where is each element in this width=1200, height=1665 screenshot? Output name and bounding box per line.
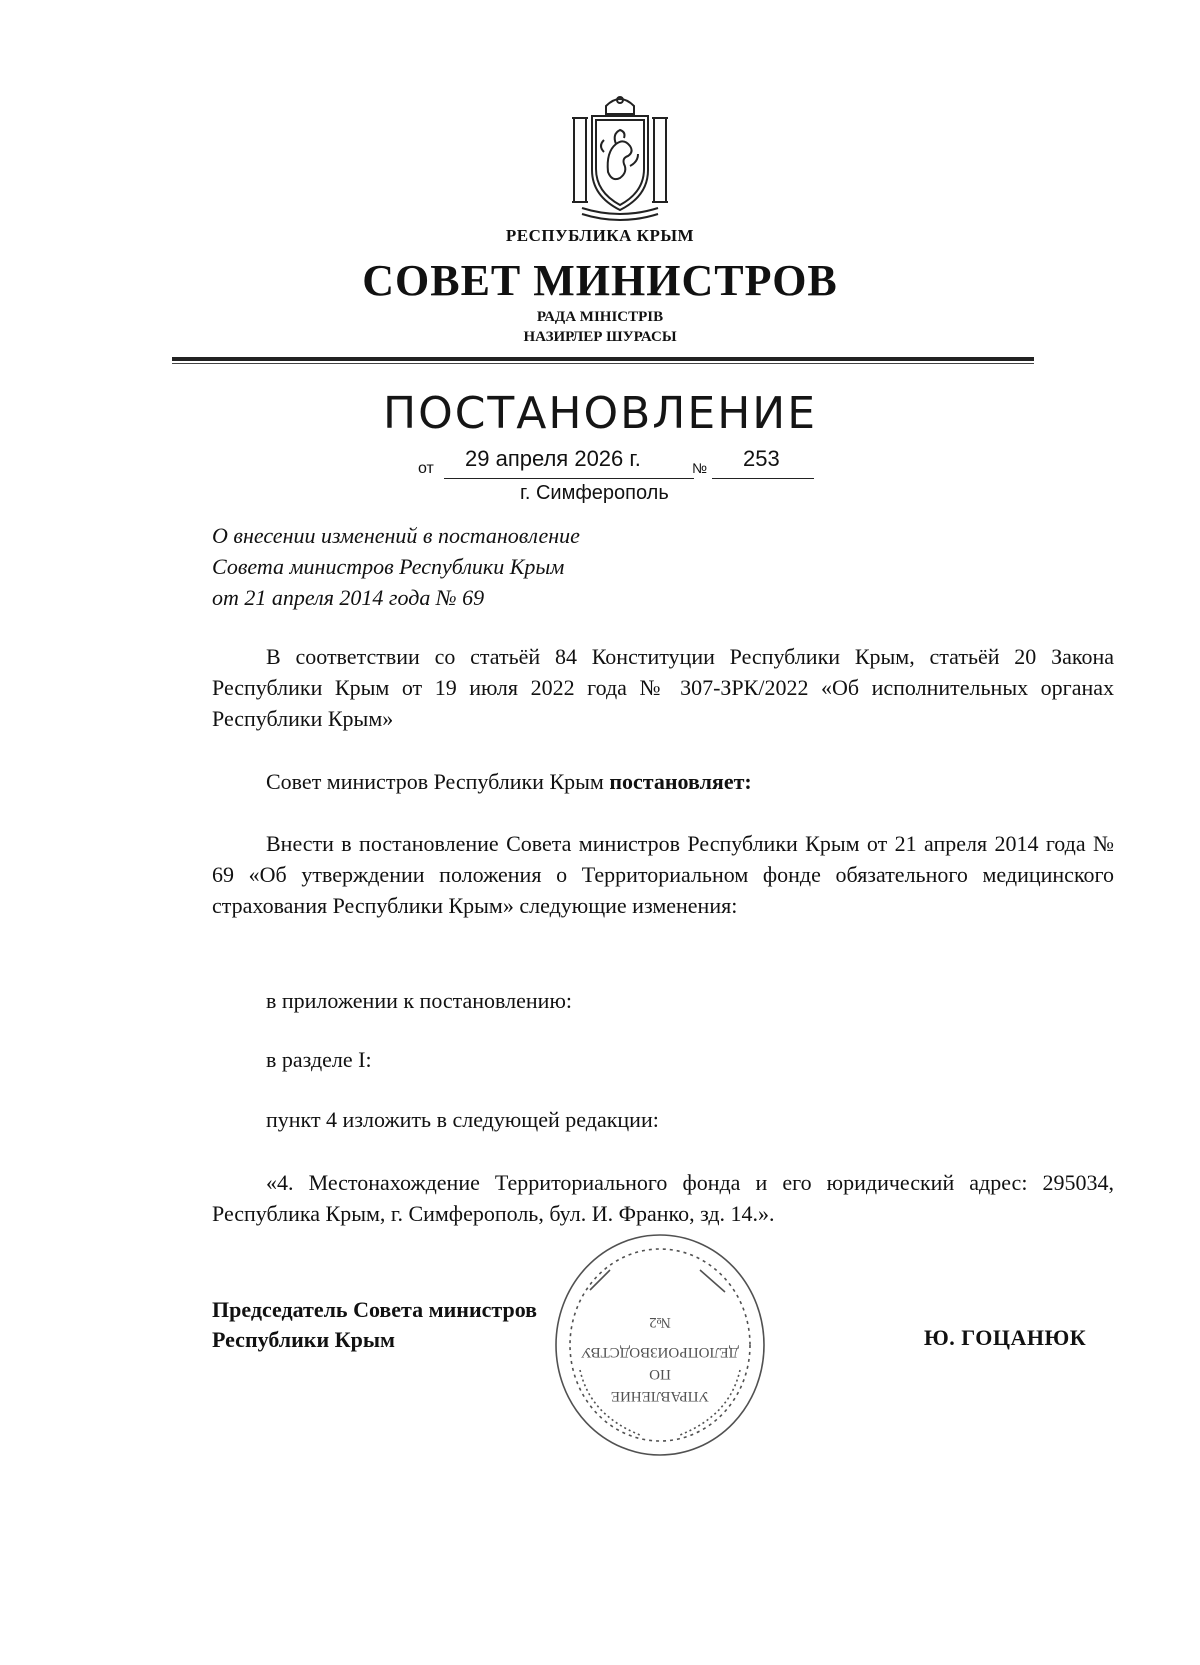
resolves-keyword: постановляет:	[609, 769, 752, 794]
new-text-paragraph: «4. Местонахождение Территориального фонда и его юридический адрес: 295034, Республика Крым, г. Симферополь, бул. И. Франко, зд. 14.».	[212, 1170, 1114, 1226]
header-rule-thin	[172, 363, 1034, 364]
annex-paragraph: в приложении к постановлению:	[266, 988, 572, 1013]
signatory-name: Ю. ГОЦАНЮК	[924, 1325, 1087, 1350]
signatory-title-line: Республики Крым	[212, 1327, 396, 1352]
council-name-ua: РАДА МІНІСТРІВ	[536, 309, 664, 325]
signatory-title	[212, 1295, 537, 1355]
svg-text:№2: №2	[649, 1314, 671, 1330]
svg-text:УПРАВЛЕНИЕ: УПРАВЛЕНИЕ	[610, 1388, 710, 1404]
amendment-paragraph: Внести в постановление Совета министров Республики Крым от 21 апреля 2014 года № 69 «Об утверждении положения о Территориальном фонде обязательного медицинского страхования Республики Крым» следующие изменения:	[212, 831, 1114, 918]
preamble-paragraph: В соответствии со статьёй 84 Конституции Республики Крым, статьёй 20 Закона Республики Крым от 19 июля 2022 года № 307-ЗРК/2022 «Об исполнительных органах Республики Крым»	[212, 644, 1114, 731]
resolves-text: Совет министров Республики Крым	[266, 769, 610, 794]
decree-number: 253	[743, 446, 780, 471]
subject-line: Совета министров Республики Крым	[212, 554, 565, 579]
council-name: СОВЕТ МИНИСТРОВ	[362, 256, 838, 305]
date-from-label: от	[418, 460, 434, 477]
number-label: №	[692, 460, 708, 476]
signatory-title-line: Председатель Совета министров	[212, 1297, 538, 1322]
number-underline	[712, 478, 814, 479]
document-type: ПОСТАНОВЛЕНИЕ	[382, 388, 817, 439]
item-paragraph: пункт 4 изложить в следующей редакции:	[266, 1107, 659, 1132]
coat-of-arms-icon	[568, 92, 672, 224]
republic-name: РЕСПУБЛИКА КРЫМ	[505, 226, 695, 245]
subject-line: от 21 апреля 2014 года № 69	[212, 585, 485, 610]
svg-text:ПО: ПО	[649, 1366, 671, 1382]
header-rule-thick	[172, 357, 1034, 361]
resolves-paragraph	[212, 766, 1114, 797]
section-paragraph: в разделе I:	[266, 1047, 372, 1072]
subject-line: О внесении изменений в постановление	[212, 523, 580, 548]
svg-text:ДЕЛОПРОИЗВОДСТВУ: ДЕЛОПРОИЗВОДСТВУ	[581, 1344, 739, 1360]
date-underline	[444, 478, 694, 479]
decree-date: 29 апреля 2026 г.	[465, 446, 641, 471]
official-seal-stamp	[550, 1230, 770, 1460]
council-name-ct: НАЗИРЛЕР ШУРАСЫ	[523, 329, 677, 345]
decree-city: г. Симферополь	[520, 482, 669, 504]
decree-subject	[212, 520, 580, 613]
